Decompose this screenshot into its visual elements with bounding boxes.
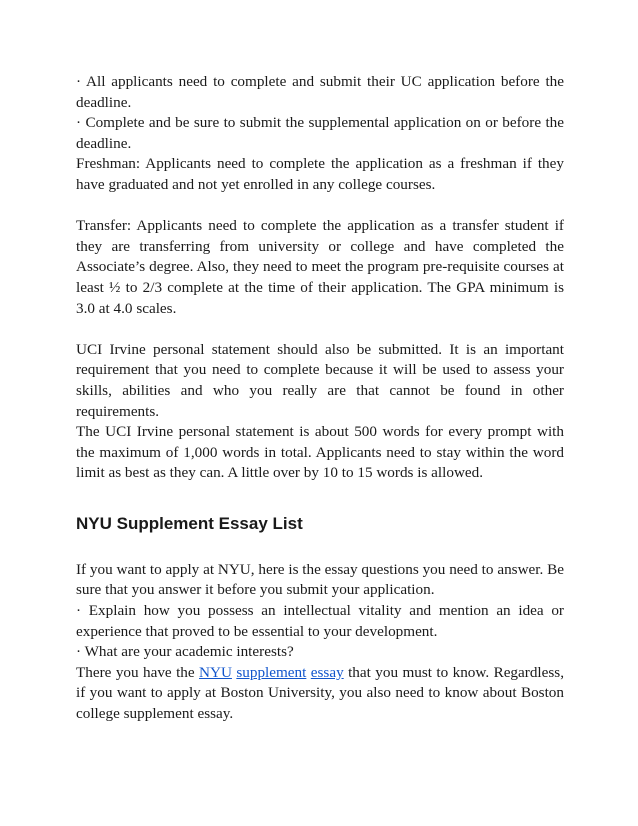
nyu-bullet-academic-interests: · What are your academic interests? [76, 643, 294, 661]
section-spacer [76, 535, 564, 560]
uc-word-limit-paragraph: The UCI Irvine personal statement is about 500 words for every prompt with the maximum of 1,000 words in total. Applicants need to stay within the word limit as best as they can. A little over by 10 to 15 words is allowed. [76, 423, 564, 482]
section-spacer [76, 484, 564, 513]
uc-freshman-paragraph: Freshman: Applicants need to complete the application as a freshman if they have graduated and not yet enrolled in any college courses. [76, 155, 564, 193]
uc-bullet-submit-application: · All applicants need to complete and submit their UC application before the deadline. [76, 73, 564, 111]
closing-text-before: There you have the [76, 663, 200, 681]
paragraph-spacer [76, 196, 564, 217]
nyu-section-heading: NYU Supplement Essay List [76, 513, 303, 533]
paragraph-spacer [76, 319, 564, 340]
document-body [76, 72, 564, 725]
uc-transfer-paragraph: Transfer: Applicants need to complete the application as a transfer student if they are transferring from university or college and have completed the Associate’s degree. Also, they need to meet the program pre-requisite courses at least ½ to 2/3 complete at the time of their application. The GPA minimum is 3.0 at 4.0 scales. [76, 217, 564, 317]
nyu-closing-paragraph [76, 663, 564, 725]
nyu-link[interactable]: NYU [199, 663, 232, 681]
supplement-link[interactable]: supplement [236, 663, 307, 681]
essay-link[interactable]: essay [310, 663, 344, 681]
uc-bullet-supplemental-application: · Complete and be sure to submit the supplemental application on or before the deadline. [76, 114, 564, 152]
nyu-intro-paragraph: If you want to apply at NYU, here is the essay questions you need to answer. Be sure that you answer it before you submit your application. [76, 560, 564, 599]
nyu-bullet-intellectual-vitality: · Explain how you possess an intellectual vitality and mention an idea or experience that proved to be essential to your development. [76, 602, 564, 640]
closing-text-after: that you must to know. Regardless, if you want to apply at Boston University, you also need to know about Boston college supplement essay. [76, 663, 565, 723]
uc-personal-statement-paragraph: UCI Irvine personal statement should also be submitted. It is an important requirement that you need to complete because it will be used to assess your skills, abilities and who you really are that cannot be found in other requirements. [76, 340, 564, 420]
